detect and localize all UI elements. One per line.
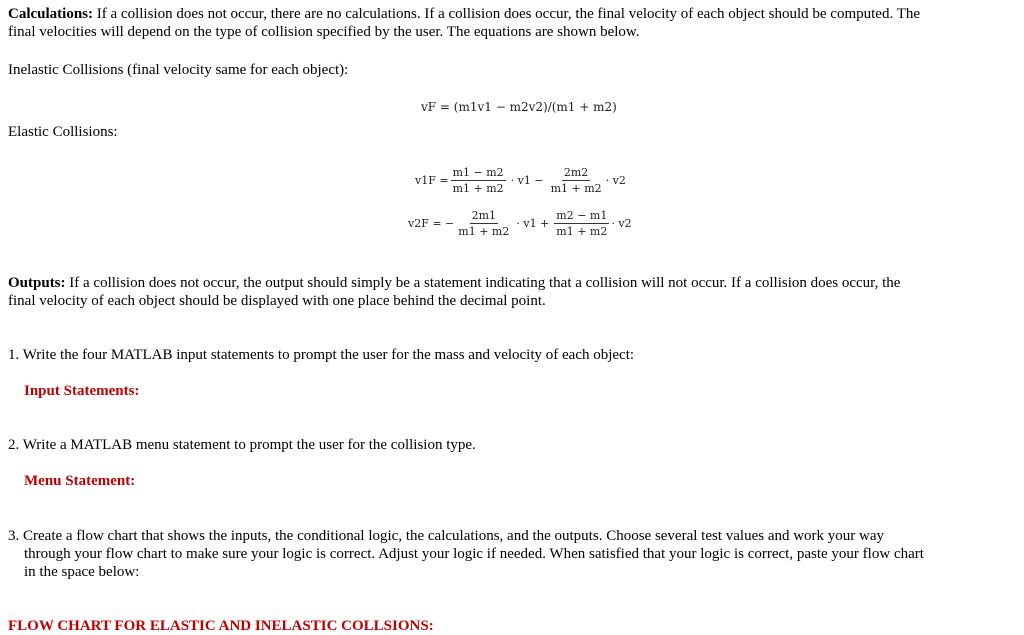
numerator: m1 − m2 <box>452 166 504 179</box>
inelastic-heading: Inelastic Collisions (final velocity same for each object): <box>8 62 349 78</box>
question-1: 1. Write the four MATLAB input statements to prompt the user for the mass and velocity of each object: <box>8 347 635 363</box>
outputs-paragraph <box>8 274 900 292</box>
outputs-line2: final velocity of each object should be displayed with one place behind the decimal point. <box>8 293 546 309</box>
elastic-equation-1 <box>415 166 626 195</box>
eq2-term-1: · v1 + <box>516 217 550 230</box>
question-2: 2. Write a MATLAB menu statement to prompt the user for the collision type. <box>8 437 476 453</box>
denominator: m1 + m2 <box>452 182 504 195</box>
flowchart-heading: FLOW CHART FOR ELASTIC AND INELASTIC COLLSIONS: <box>8 618 434 634</box>
question-3-line1: 3. Create a flow chart that shows the inputs, the conditional logic, the calculations, and the outputs. Choose several test values and work your way <box>8 528 885 544</box>
outputs-text: If a collision does not occur, the output should simply be a statement indicating that a collision will not occur. If a collision does occur, the <box>65 275 901 291</box>
question-3-line2: through your flow chart to make sure your logic is correct. Adjust your logic if needed. When satisfied that your logic is correct, paste your flow chart <box>24 546 924 562</box>
eq1-term-1: · v1 − <box>510 174 544 187</box>
numerator: 2m2 <box>563 166 589 179</box>
outputs-label: Outputs: <box>8 275 66 291</box>
elastic-equation-2 <box>408 209 632 238</box>
denominator: m1 + m2 <box>556 225 608 238</box>
calculations-paragraph <box>8 5 920 23</box>
inelastic-equation: vF = (m1v1 − m2v2)/(m1 + m2) <box>421 100 617 114</box>
numerator: 2m1 <box>471 209 497 222</box>
eq1-lhs: v1F = <box>415 174 449 187</box>
denominator: m1 + m2 <box>458 225 510 238</box>
input-statements-label: Input Statements: <box>24 383 140 399</box>
eq1-term-2: · v2 <box>605 174 626 187</box>
calculations-label: Calculations: <box>8 6 94 22</box>
eq2-lhs: v2F = − <box>408 217 455 230</box>
eq2-fraction-2 <box>554 209 609 238</box>
numerator: m2 − m1 <box>556 209 608 222</box>
calculations-text: If a collision does not occur, there are no calculations. If a collision does occur, the final velocity of each object should be computed. The <box>93 6 921 22</box>
eq2-term-2: · v2 <box>611 217 632 230</box>
eq1-fraction-1 <box>451 166 506 195</box>
menu-statement-label: Menu Statement: <box>24 473 136 489</box>
calculations-line2: final velocities will depend on the type of collision specified by the user. The equations are shown below. <box>8 24 640 40</box>
eq1-fraction-2 <box>549 166 604 195</box>
eq2-fraction-1 <box>456 209 511 238</box>
question-3-line3: in the space below: <box>24 564 140 580</box>
denominator: m1 + m2 <box>550 182 602 195</box>
elastic-heading: Elastic Collisions: <box>8 124 118 140</box>
